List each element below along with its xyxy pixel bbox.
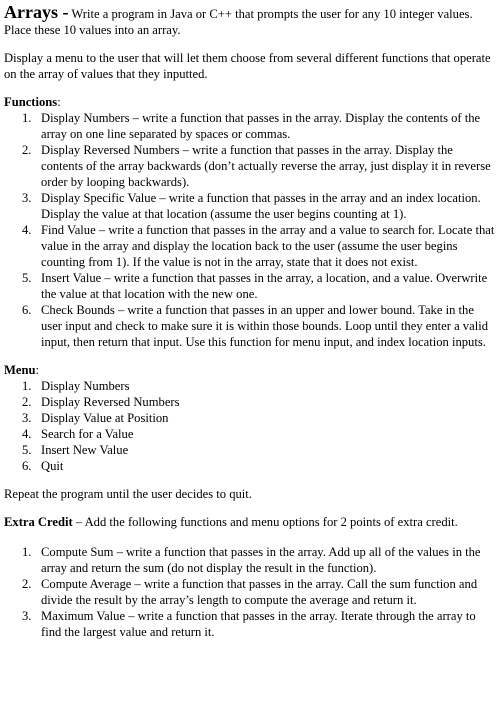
item-number: 3. xyxy=(22,609,32,623)
item-number: 1. xyxy=(22,379,32,393)
item-number: 5. xyxy=(22,271,32,285)
item-number: 6. xyxy=(22,303,32,317)
menu-option xyxy=(4,410,495,426)
extra-credit-section xyxy=(4,514,495,640)
item-number: 1. xyxy=(22,545,32,559)
item-text: Insert New Value xyxy=(41,443,129,457)
item-text: Display Value at Position xyxy=(41,411,169,425)
functions-heading-line xyxy=(4,94,495,110)
intro-text: Write a program in Java or C++ that prompts the user for any 10 integer values. Place these 10 values into an array. xyxy=(4,7,473,37)
item-text: Check Bounds – write a function that passes in an upper and lower bound. Take in the user input and check to make sure it is within those bounds. Loop until they enter a valid input, then return that input. Use this function for menu input, and index location inputs. xyxy=(41,303,488,349)
item-text: Compute Sum – write a function that passes in the array. Add up all of the values in the array and return the sum (do not display the result in the function). xyxy=(41,545,481,575)
functions-list xyxy=(4,110,495,350)
item-text: Display Reversed Numbers – write a function that passes in the array. Display the contents of the array backwards (don’t actually reverse the array, just display it in reverse order by looping backwards). xyxy=(41,143,491,189)
item-number: 5. xyxy=(22,443,32,457)
menu-option xyxy=(4,426,495,442)
item-text: Display Reversed Numbers xyxy=(41,395,180,409)
menu-list xyxy=(4,378,495,474)
intro-paragraph xyxy=(4,4,495,38)
menu-heading-colon: : xyxy=(35,363,39,377)
menu-option xyxy=(4,394,495,410)
item-text: Search for a Value xyxy=(41,427,134,441)
menu-heading: Menu xyxy=(4,363,36,377)
item-text: Maximum Value – write a function that passes in the array. Iterate through the array to find the largest value and return it. xyxy=(41,609,476,639)
menu-option xyxy=(4,458,495,474)
menu-option xyxy=(4,442,495,458)
menu-option xyxy=(4,378,495,394)
item-text: Display Numbers – write a function that passes in the array. Display the contents of the array on one line separated by spaces or commas. xyxy=(41,111,481,141)
item-text: Insert Value – write a function that passes in the array, a location, and a value. Overwrite the value at that location with the new one. xyxy=(41,271,488,301)
functions-heading: Functions xyxy=(4,95,58,109)
item-number: 2. xyxy=(22,395,32,409)
extra-credit-item xyxy=(4,544,495,576)
item-text: Compute Average – write a function that passes in the array. Call the sum function and divide the result by the array’s length to compute the average and return it. xyxy=(41,577,478,607)
item-text: Quit xyxy=(41,459,64,473)
menu-heading-line xyxy=(4,362,495,378)
item-number: 4. xyxy=(22,427,32,441)
function-item xyxy=(4,190,495,222)
extra-credit-item xyxy=(4,608,495,640)
item-text: Find Value – write a function that passes in the array and a value to search for. Locate that value in the array and display the location back to the user (assume the user begins counting from 1). If the value is not in the array, state that it does not exist. xyxy=(41,223,495,269)
menu-intro-paragraph: Display a menu to the user that will let them choose from several different functions that operate on the array of values that they inputted. xyxy=(4,51,491,81)
function-item xyxy=(4,270,495,302)
extra-credit-intro xyxy=(4,514,495,530)
function-item xyxy=(4,222,495,270)
function-item xyxy=(4,142,495,190)
item-text: Display Specific Value – write a function that passes in the array and an index location. Display the value at that location (assume the user begins counting at 1). xyxy=(41,191,481,221)
item-number: 3. xyxy=(22,191,32,205)
item-number: 2. xyxy=(22,143,32,157)
extra-credit-heading: Extra Credit xyxy=(4,515,73,529)
function-item xyxy=(4,110,495,142)
extra-credit-text: – Add the following functions and menu options for 2 points of extra credit. xyxy=(72,515,458,529)
document-title: Arrays - xyxy=(4,2,69,22)
menu-section xyxy=(4,362,495,474)
item-number: 2. xyxy=(22,577,32,591)
item-number: 6. xyxy=(22,459,32,473)
function-item xyxy=(4,302,495,350)
repeat-paragraph: Repeat the program until the user decides to quit. xyxy=(4,487,252,501)
functions-heading-colon: : xyxy=(57,95,61,109)
item-number: 4. xyxy=(22,223,32,237)
item-text: Display Numbers xyxy=(41,379,130,393)
item-number: 1. xyxy=(22,111,32,125)
extra-credit-item xyxy=(4,576,495,608)
extra-credit-list xyxy=(4,544,495,640)
functions-section xyxy=(4,94,495,350)
item-number: 3. xyxy=(22,411,32,425)
